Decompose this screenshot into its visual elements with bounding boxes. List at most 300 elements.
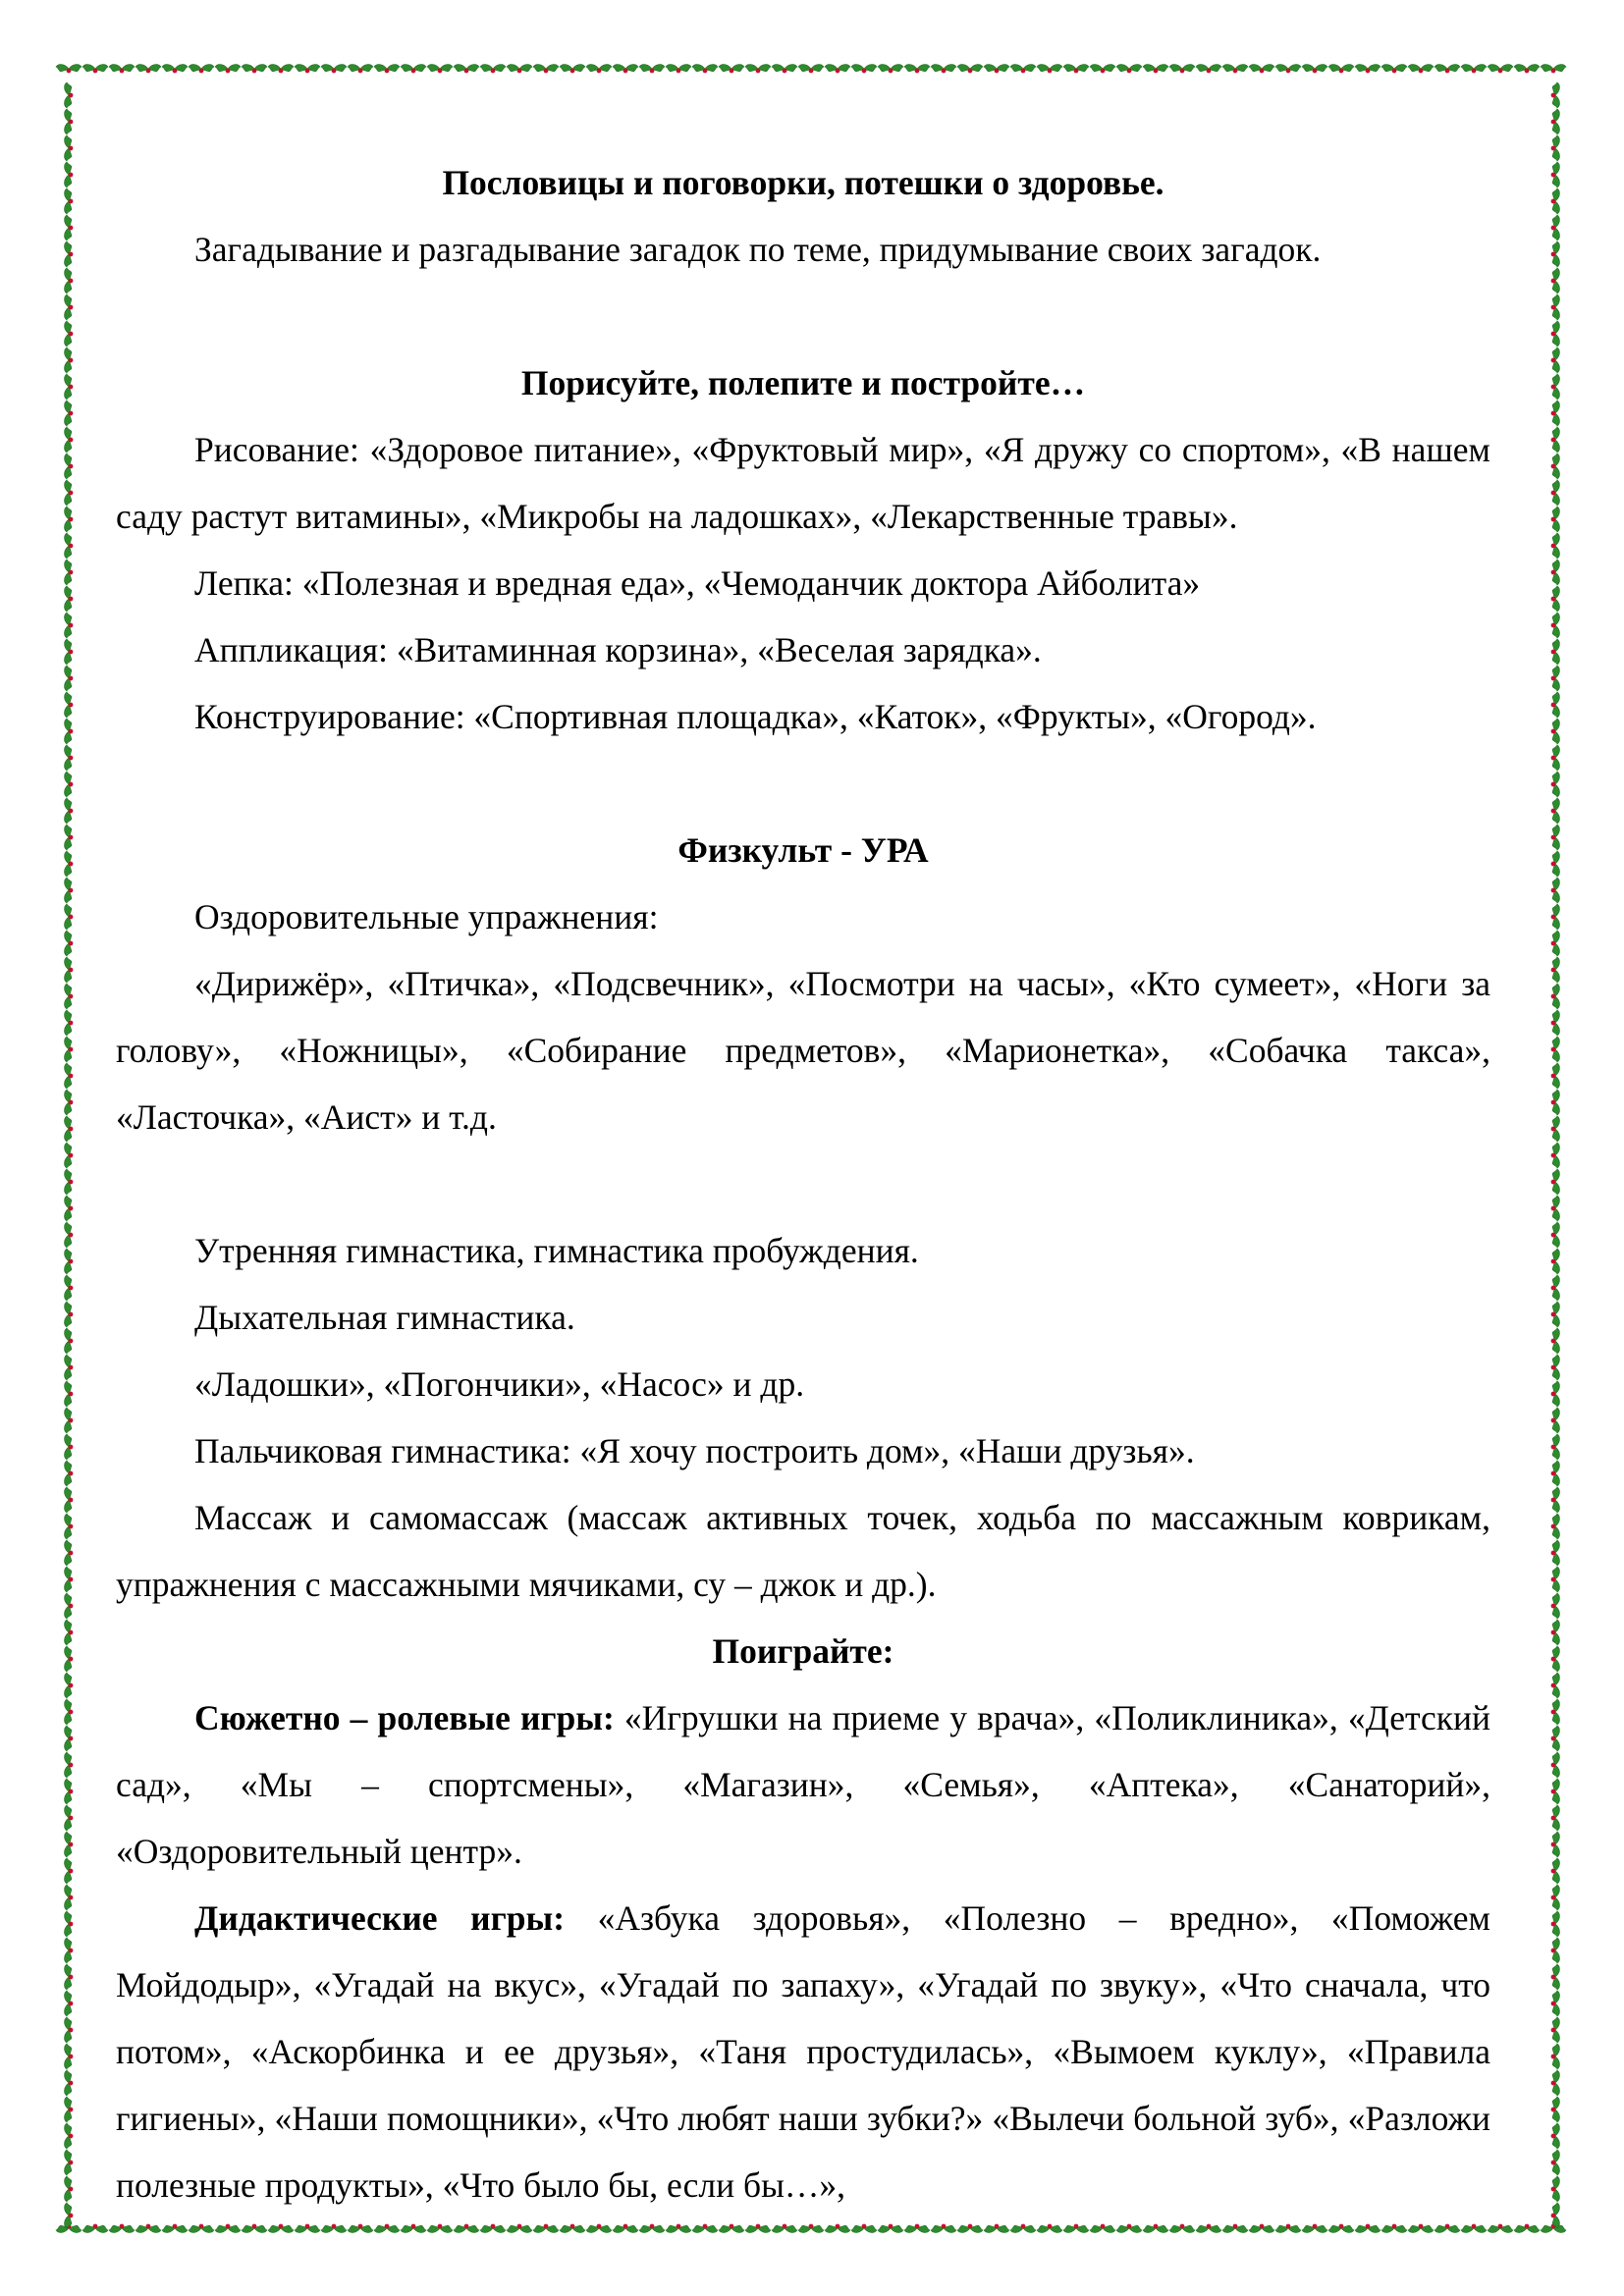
holly-sprig-icon xyxy=(1381,2224,1407,2233)
holly-sprig-icon xyxy=(162,65,188,74)
holly-sprig-icon xyxy=(1551,1540,1560,1566)
holly-sprig-icon xyxy=(1551,2097,1560,2122)
holly-sprig-icon xyxy=(65,241,74,267)
holly-sprig-icon xyxy=(1551,1567,1560,1592)
paragraph-applique: Аппликация: «Витаминная корзина», «Веселая зарядка». xyxy=(194,630,1042,669)
holly-sprig-icon xyxy=(65,1779,74,1804)
holly-sprig-icon xyxy=(772,2224,797,2233)
holly-sprig-icon xyxy=(65,533,74,559)
holly-sprig-icon xyxy=(135,2224,161,2233)
holly-sprig-icon xyxy=(904,65,930,74)
holly-sprig-icon xyxy=(1551,268,1560,294)
holly-sprig-icon xyxy=(1551,2044,1560,2069)
holly-sprig-icon xyxy=(533,65,559,74)
holly-sprig-icon xyxy=(374,2224,400,2233)
holly-sprig-icon xyxy=(374,65,400,74)
holly-sprig-icon xyxy=(1461,2224,1487,2233)
holly-sprig-icon xyxy=(65,1567,74,1592)
holly-sprig-icon xyxy=(65,454,74,479)
holly-sprig-icon xyxy=(984,2224,1009,2233)
holly-sprig-icon xyxy=(1275,2224,1301,2233)
holly-sprig-icon xyxy=(1551,1779,1560,1804)
holly-sprig-icon xyxy=(507,2224,532,2233)
holly-sprig-icon xyxy=(1222,65,1248,74)
holly-sprig-icon xyxy=(65,1143,74,1168)
holly-sprig-icon xyxy=(1551,2017,1560,2043)
holly-sprig-icon xyxy=(1010,2224,1036,2233)
holly-sprig-icon xyxy=(65,1726,74,1751)
holly-sprig-icon xyxy=(401,65,426,74)
holly-sprig-icon xyxy=(1302,65,1327,74)
holly-sprig-icon xyxy=(65,427,74,453)
holly-sprig-icon xyxy=(931,2224,956,2233)
holly-sprig-icon xyxy=(586,2224,612,2233)
holly-sprig-icon xyxy=(189,2224,214,2233)
holly-sprig-icon xyxy=(65,1938,74,1963)
holly-sprig-icon xyxy=(65,1805,74,1831)
holly-sprig-icon xyxy=(65,798,74,824)
paragraph-modeling: Лепка: «Полезная и вредная еда», «Чемоданчик доктора Айболита» xyxy=(194,563,1201,603)
role-games-text: «Игрушки на приеме у врача», «Поликлиника», «Детский сад», «Мы – спортсмены», «Магазин», «Семья», «Аптека», «Санаторий», «Оздоровительный центр». xyxy=(116,1698,1490,1871)
holly-sprig-icon xyxy=(65,321,74,347)
holly-sprig-icon xyxy=(65,719,74,744)
holly-sprig-icon xyxy=(1551,560,1560,585)
holly-sprig-icon xyxy=(1551,1938,1560,1963)
holly-sprig-icon xyxy=(65,480,74,506)
holly-sprig-icon xyxy=(1090,65,1115,74)
holly-sprig-icon xyxy=(1551,294,1560,320)
holly-sprig-icon xyxy=(65,1593,74,1619)
holly-sprig-icon xyxy=(65,2176,74,2202)
holly-sprig-icon xyxy=(65,2044,74,2069)
holly-sprig-icon xyxy=(1551,1699,1560,1725)
holly-sprig-icon xyxy=(1541,2224,1566,2233)
holly-sprig-icon xyxy=(719,2224,744,2233)
holly-sprig-icon xyxy=(215,2224,241,2233)
holly-sprig-icon xyxy=(692,2224,718,2233)
holly-sprig-icon xyxy=(1551,1964,1560,1990)
holly-sprig-icon xyxy=(719,65,744,74)
holly-sprig-icon xyxy=(772,65,797,74)
holly-sprig-icon xyxy=(1551,321,1560,347)
holly-sprig-icon xyxy=(1551,825,1560,850)
holly-sprig-icon xyxy=(1551,719,1560,744)
didactic-games-text: «Азбука здоровья», «Полезно – вредно», «Поможем Мойдодыр», «Угадай на вкус», «Угадай по запаху», «Угадай по звуку», «Что сначала, что потом», «Аскорбинка и ее друзья», «Таня простудилась», «Вымоем куклу», «Правила гигиены», «Наши помощники», «Что любят наши зубки?» «Вылечи больной зуб», «Разложи полезные продукты», «Что было бы, если бы…», xyxy=(116,1898,1491,2205)
holly-sprig-icon xyxy=(65,1116,74,1142)
holly-sprig-icon xyxy=(984,65,1009,74)
holly-sprig-icon xyxy=(560,2224,585,2233)
holly-sprig-icon xyxy=(1551,692,1560,718)
holly-sprig-icon xyxy=(1169,2224,1195,2233)
holly-sprig-icon xyxy=(65,268,74,294)
holly-sprig-icon xyxy=(639,2224,665,2233)
holly-sprig-icon xyxy=(65,1832,74,1857)
holly-sprig-icon xyxy=(1063,2224,1089,2233)
holly-sprig-icon xyxy=(1514,65,1540,74)
holly-sprig-icon xyxy=(348,65,373,74)
holly-sprig-icon xyxy=(1551,1381,1560,1407)
holly-sprig-icon xyxy=(242,65,267,74)
holly-sprig-icon xyxy=(65,188,74,214)
holly-sprig-icon xyxy=(1551,480,1560,506)
holly-sprig-icon xyxy=(65,586,74,612)
paragraph-didactic-games xyxy=(116,1885,1490,2218)
holly-sprig-icon xyxy=(1435,2224,1460,2233)
holly-sprig-icon xyxy=(1116,2224,1142,2233)
holly-sprig-icon xyxy=(65,1487,74,1513)
holly-sprig-icon xyxy=(586,65,612,74)
holly-sprig-icon xyxy=(1551,1063,1560,1089)
holly-sprig-icon xyxy=(65,1620,74,1645)
holly-sprig-icon xyxy=(798,65,824,74)
holly-sprig-icon xyxy=(65,1090,74,1115)
holly-sprig-icon xyxy=(65,374,74,400)
holly-sprig-icon xyxy=(1551,400,1560,426)
holly-sprig-icon xyxy=(65,1911,74,1937)
holly-sprig-icon xyxy=(65,1355,74,1380)
holly-sprig-icon xyxy=(1551,984,1560,1009)
holly-sprig-icon xyxy=(65,507,74,532)
holly-sprig-icon xyxy=(215,65,241,74)
holly-sprig-icon xyxy=(427,65,453,74)
didactic-games-label: Дидактические игры: xyxy=(194,1898,566,1938)
holly-sprig-icon xyxy=(65,1010,74,1036)
holly-sprig-icon xyxy=(1249,65,1274,74)
holly-sprig-icon xyxy=(1551,666,1560,691)
holly-sprig-icon xyxy=(798,2224,824,2233)
holly-sprig-icon xyxy=(1551,135,1560,161)
holly-sprig-icon xyxy=(1551,1010,1560,1036)
holly-sprig-icon xyxy=(65,878,74,903)
holly-sprig-icon xyxy=(65,82,74,108)
holly-sprig-icon xyxy=(1116,65,1142,74)
holly-sprig-icon xyxy=(1355,2224,1380,2233)
holly-sprig-icon xyxy=(1551,1275,1560,1301)
paragraph-role-games xyxy=(116,1684,1490,1885)
heading-art: Порисуйте, полепите и постройте… xyxy=(520,363,1086,402)
paragraph-finger-gym: Пальчиковая гимнастика: «Я хочу построить дом», «Наши друзья». xyxy=(194,1431,1195,1470)
holly-sprig-icon xyxy=(65,1196,74,1221)
holly-sprig-icon xyxy=(1037,65,1062,74)
holly-sprig-icon xyxy=(1355,65,1380,74)
holly-sprig-icon xyxy=(666,2224,691,2233)
holly-sprig-icon xyxy=(65,851,74,877)
holly-sprig-icon xyxy=(56,2224,81,2233)
role-games-label: Сюжетно – ролевые игры: xyxy=(194,1698,615,1737)
holly-sprig-icon xyxy=(825,2224,850,2233)
holly-sprig-icon xyxy=(480,65,506,74)
holly-sprig-icon xyxy=(65,135,74,161)
holly-sprig-icon xyxy=(1551,374,1560,400)
holly-sprig-icon xyxy=(1551,1885,1560,1910)
holly-sprig-icon xyxy=(56,65,81,74)
paragraph-breathing-list: «Ладошки», «Погончики», «Насос» и др. xyxy=(194,1364,805,1404)
holly-sprig-icon xyxy=(65,1699,74,1725)
holly-sprig-icon xyxy=(745,2224,771,2233)
holly-sprig-icon xyxy=(1551,851,1560,877)
holly-sprig-icon xyxy=(1551,613,1560,638)
holly-sprig-icon xyxy=(65,692,74,718)
holly-sprig-icon xyxy=(1551,1726,1560,1751)
holly-sprig-icon xyxy=(65,1461,74,1486)
holly-sprig-icon xyxy=(1328,65,1354,74)
holly-sprig-icon xyxy=(65,1249,74,1274)
holly-sprig-icon xyxy=(1551,507,1560,532)
holly-sprig-icon xyxy=(507,65,532,74)
holly-sprig-icon xyxy=(1488,65,1513,74)
holly-sprig-icon xyxy=(1249,2224,1274,2233)
holly-sprig-icon xyxy=(65,162,74,187)
holly-sprig-icon xyxy=(65,1673,74,1698)
holly-sprig-icon xyxy=(109,65,135,74)
holly-sprig-icon xyxy=(560,65,585,74)
holly-sprig-icon xyxy=(1551,1805,1560,1831)
holly-sprig-icon xyxy=(65,1275,74,1301)
holly-sprig-icon xyxy=(1551,745,1560,771)
holly-sprig-icon xyxy=(65,984,74,1009)
holly-sprig-icon xyxy=(295,65,320,74)
heading-play: Поиграйте: xyxy=(712,1631,894,1671)
holly-sprig-icon xyxy=(1551,454,1560,479)
holly-sprig-icon xyxy=(851,65,877,74)
holly-sprig-icon xyxy=(1143,2224,1168,2233)
holly-sprig-icon xyxy=(268,2224,294,2233)
holly-sprig-icon xyxy=(65,1752,74,1778)
holly-sprig-icon xyxy=(1551,1090,1560,1115)
holly-sprig-icon xyxy=(1551,1328,1560,1354)
holly-sprig-icon xyxy=(1381,65,1407,74)
holly-sprig-icon xyxy=(1551,586,1560,612)
holly-sprig-icon xyxy=(1551,188,1560,214)
holly-sprig-icon xyxy=(65,1540,74,1566)
holly-sprig-icon xyxy=(692,65,718,74)
holly-sprig-icon xyxy=(65,931,74,956)
holly-sprig-icon xyxy=(1551,215,1560,240)
spacer xyxy=(116,283,1490,349)
holly-sprig-icon xyxy=(1551,957,1560,983)
holly-sprig-icon xyxy=(1551,2176,1560,2202)
holly-sprig-icon xyxy=(613,2224,638,2233)
holly-sprig-icon xyxy=(1551,1143,1560,1168)
holly-sprig-icon xyxy=(1408,2224,1434,2233)
holly-sprig-icon xyxy=(1551,878,1560,903)
holly-sprig-icon xyxy=(1541,65,1566,74)
holly-sprig-icon xyxy=(348,2224,373,2233)
holly-sprig-icon xyxy=(1551,1355,1560,1380)
holly-sprig-icon xyxy=(1169,65,1195,74)
paragraph-massage: Массаж и самомассаж (массаж активных точек, ходьба по массажным коврикам, упражнения с массажными мячиками, су – джок и др.). xyxy=(116,1498,1490,1604)
holly-sprig-icon xyxy=(1063,65,1089,74)
holly-sprig-icon xyxy=(1222,2224,1248,2233)
holly-sprig-icon xyxy=(1551,1858,1560,1884)
holly-sprig-icon xyxy=(1461,65,1487,74)
holly-sprig-icon xyxy=(65,2097,74,2122)
holly-sprig-icon xyxy=(65,639,74,665)
holly-sprig-icon xyxy=(1551,2070,1560,2096)
holly-sprig-icon xyxy=(1328,2224,1354,2233)
holly-sprig-icon xyxy=(851,2224,877,2233)
holly-sprig-icon xyxy=(1551,1487,1560,1513)
holly-sprig-icon xyxy=(65,1964,74,1990)
holly-sprig-icon xyxy=(825,65,850,74)
holly-sprig-icon xyxy=(1551,1752,1560,1778)
holly-sprig-icon xyxy=(931,65,956,74)
holly-sprig-icon xyxy=(1551,1514,1560,1539)
paragraph-exercises-title: Оздоровительные упражнения: xyxy=(194,897,659,936)
holly-sprig-icon xyxy=(1551,427,1560,453)
holly-sprig-icon xyxy=(135,65,161,74)
holly-sprig-icon xyxy=(65,1858,74,1884)
holly-sprig-icon xyxy=(454,65,479,74)
holly-sprig-icon xyxy=(65,1991,74,2016)
holly-sprig-icon xyxy=(427,2224,453,2233)
holly-sprig-icon xyxy=(1090,2224,1115,2233)
holly-sprig-icon xyxy=(65,2123,74,2149)
holly-sprig-icon xyxy=(65,1381,74,1407)
holly-sprig-icon xyxy=(1408,65,1434,74)
holly-sprig-icon xyxy=(533,2224,559,2233)
holly-sprig-icon xyxy=(65,294,74,320)
holly-sprig-icon xyxy=(295,2224,320,2233)
holly-sprig-icon xyxy=(454,2224,479,2233)
heading-physical: Физкульт - УРА xyxy=(677,830,929,870)
holly-sprig-icon xyxy=(1551,2150,1560,2175)
holly-sprig-icon xyxy=(1551,1249,1560,1274)
holly-sprig-icon xyxy=(65,957,74,983)
holly-sprig-icon xyxy=(65,1222,74,1248)
holly-sprig-icon xyxy=(65,904,74,930)
holly-sprig-icon xyxy=(1514,2224,1540,2233)
holly-sprig-icon xyxy=(65,825,74,850)
holly-sprig-icon xyxy=(65,400,74,426)
holly-sprig-icon xyxy=(65,1885,74,1910)
holly-sprig-icon xyxy=(1551,1434,1560,1460)
holly-sprig-icon xyxy=(1010,65,1036,74)
holly-sprig-icon xyxy=(65,745,74,771)
holly-sprig-icon xyxy=(65,2017,74,2043)
holly-sprig-icon xyxy=(1551,241,1560,267)
holly-sprig-icon xyxy=(1551,904,1560,930)
holly-sprig-icon xyxy=(65,1328,74,1354)
holly-sprig-icon xyxy=(1551,772,1560,797)
holly-sprig-icon xyxy=(65,1037,74,1062)
spacer xyxy=(116,1150,1490,1217)
holly-sprig-icon xyxy=(1551,1593,1560,1619)
holly-sprig-icon xyxy=(65,1302,74,1327)
heading-proverbs: Пословицы и поговорки, потешки о здоровье. xyxy=(442,163,1164,202)
paragraph-breathing: Дыхательная гимнастика. xyxy=(194,1298,575,1337)
holly-sprig-icon xyxy=(65,560,74,585)
holly-sprig-icon xyxy=(162,2224,188,2233)
holly-sprig-icon xyxy=(1488,2224,1513,2233)
holly-sprig-icon xyxy=(957,65,983,74)
holly-sprig-icon xyxy=(1551,1673,1560,1698)
holly-sprig-icon xyxy=(1551,1620,1560,1645)
holly-sprig-icon xyxy=(1435,65,1460,74)
holly-sprig-icon xyxy=(1196,2224,1221,2233)
holly-sprig-icon xyxy=(745,65,771,74)
holly-sprig-icon xyxy=(1551,798,1560,824)
paragraph-construction: Конструирование: «Спортивная площадка», «Каток», «Фрукты», «Огород». xyxy=(194,697,1317,736)
paragraph-exercises-list: «Дирижёр», «Птичка», «Подсвечник», «Посмотри на часы», «Кто сумеет», «Ноги за голову», «Ножницы», «Собирание предметов», «Марионетка», «Собачка такса», «Ласточка», «Аист» и т.д. xyxy=(116,964,1490,1137)
holly-sprig-icon xyxy=(268,65,294,74)
paragraph-riddles: Загадывание и разгадывание загадок по теме, придумывание своих загадок. xyxy=(194,230,1322,269)
holly-sprig-icon xyxy=(65,347,74,373)
holly-sprig-icon xyxy=(1551,1116,1560,1142)
holly-sprig-icon xyxy=(666,65,691,74)
holly-sprig-icon xyxy=(109,2224,135,2233)
holly-sprig-icon xyxy=(904,2224,930,2233)
holly-sprig-icon xyxy=(65,1514,74,1539)
holly-sprig-icon xyxy=(1551,1222,1560,1248)
holly-sprig-icon xyxy=(65,772,74,797)
holly-sprig-icon xyxy=(65,215,74,240)
holly-sprig-icon xyxy=(1551,639,1560,665)
holly-sprig-icon xyxy=(65,1646,74,1672)
holly-sprig-icon xyxy=(321,65,347,74)
holly-sprig-icon xyxy=(1551,1461,1560,1486)
holly-sprig-icon xyxy=(1302,2224,1327,2233)
spacer xyxy=(116,750,1490,817)
holly-sprig-icon xyxy=(1551,347,1560,373)
holly-sprig-icon xyxy=(65,109,74,134)
holly-sprig-icon xyxy=(82,2224,108,2233)
holly-sprig-icon xyxy=(1196,65,1221,74)
holly-sprig-icon xyxy=(1551,2123,1560,2149)
holly-sprig-icon xyxy=(242,2224,267,2233)
holly-sprig-icon xyxy=(1551,1408,1560,1433)
holly-sprig-icon xyxy=(957,2224,983,2233)
holly-sprig-icon xyxy=(65,1408,74,1433)
holly-sprig-icon xyxy=(82,65,108,74)
holly-sprig-icon xyxy=(1551,1832,1560,1857)
holly-sprig-icon xyxy=(878,65,903,74)
holly-sprig-icon xyxy=(878,2224,903,2233)
holly-sprig-icon xyxy=(1551,931,1560,956)
holly-sprig-icon xyxy=(480,2224,506,2233)
holly-sprig-icon xyxy=(1551,1646,1560,1672)
holly-sprig-icon xyxy=(65,666,74,691)
holly-sprig-icon xyxy=(1551,162,1560,187)
holly-sprig-icon xyxy=(1551,1169,1560,1195)
holly-sprig-icon xyxy=(65,2203,74,2228)
holly-sprig-icon xyxy=(65,613,74,638)
holly-sprig-icon xyxy=(639,65,665,74)
holly-sprig-icon xyxy=(1551,82,1560,108)
holly-sprig-icon xyxy=(1275,65,1301,74)
holly-sprig-icon xyxy=(65,2070,74,2096)
holly-sprig-icon xyxy=(1551,1196,1560,1221)
holly-sprig-icon xyxy=(65,1169,74,1195)
holly-sprig-icon xyxy=(1551,1991,1560,2016)
holly-sprig-icon xyxy=(65,2150,74,2175)
paragraph-morning-gym: Утренняя гимнастика, гимнастика пробуждения. xyxy=(194,1231,919,1270)
holly-sprig-icon xyxy=(401,2224,426,2233)
holly-sprig-icon xyxy=(1551,109,1560,134)
holly-sprig-icon xyxy=(613,65,638,74)
holly-sprig-icon xyxy=(1551,2203,1560,2228)
holly-sprig-icon xyxy=(65,1063,74,1089)
holly-sprig-icon xyxy=(321,2224,347,2233)
holly-sprig-icon xyxy=(1143,65,1168,74)
holly-sprig-icon xyxy=(1037,2224,1062,2233)
holly-sprig-icon xyxy=(1551,1911,1560,1937)
document-body xyxy=(116,149,1490,2218)
holly-sprig-icon xyxy=(189,65,214,74)
paragraph-drawing: Рисование: «Здоровое питание», «Фруктовый мир», «Я дружу со спортом», «В нашем саду растут витамины», «Микробы на ладошках», «Лекарственные травы». xyxy=(116,430,1490,536)
holly-sprig-icon xyxy=(1551,533,1560,559)
holly-sprig-icon xyxy=(1551,1302,1560,1327)
